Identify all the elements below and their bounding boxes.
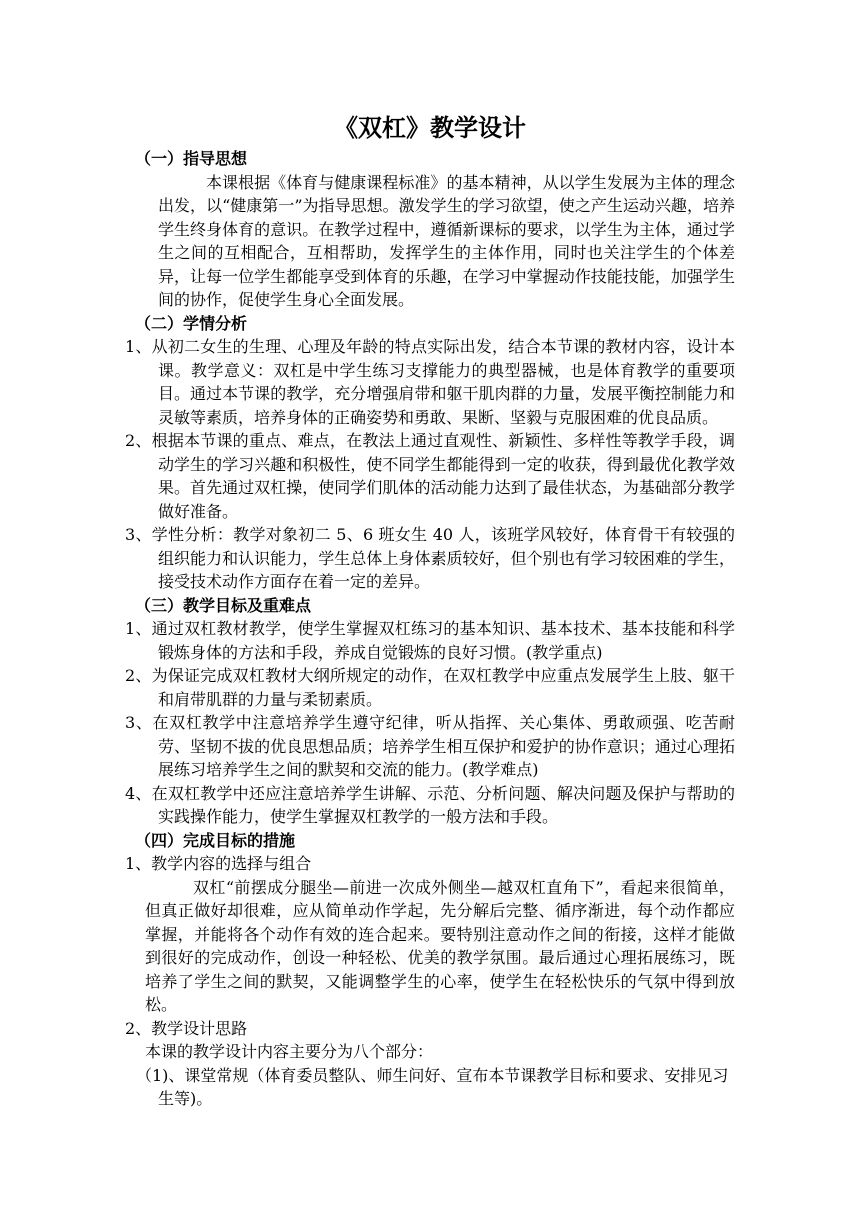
list-item: 3、在双杠教学中注意培养学生遵守纪律，听从指挥、关心集体、勇敢顽强、吃苦耐劳、坚韧不拔的优良思想品质；培养学生相互保护和爱护的协作意识；通过心理拓展练习培养学生之间的默契和交流的能力。(教学难点) [125, 713, 735, 779]
section-heading-measures: （四）完成目标的措施 [135, 830, 296, 850]
list-item: 1、通过双杠教材教学，使学生掌握双杠练习的基本知识、基本技术、基本技能和科学锻炼身体的方法和手段，养成自觉锻炼的良好习惯。(教学重点) [125, 619, 735, 662]
section-heading-objectives: （三）教学目标及重难点 [135, 595, 312, 615]
list-item: 3、学性分析：教学对象初二 5、6 班女生 40 人，该班学风较好，体育骨干有较强的组织能力和认识能力，学生总体上身体素质较好，但个别也有学习较困难的学生，接受技术动作方面存在着一定的差异。 [125, 525, 735, 591]
list-item: 4、在双杠教学中还应注意培养学生讲解、示范、分析问题、解决问题及保护与帮助的实践操作能力，使学生掌握双杠教学的一般方法和手段。 [125, 783, 735, 826]
list-item: 2、为保证完成双杠教材大纲所规定的动作，在双杠教学中应重点发展学生上肢、躯干和肩带肌群的力量与柔韧素质。 [125, 666, 735, 709]
section-heading-learner-analysis: （二）学情分析 [135, 313, 248, 333]
document-title: 《双杠》教学设计 [334, 114, 526, 142]
list-item: 1、从初二女生的生理、心理及年龄的特点实际出发，结合本节课的教材内容，设计本课。教学意义：双杠是中学生练习支撑能力的典型器械，也是体育教学的重要项目。通过本节课的教学，充分增强肩带和躯干肌肉群的力量，发展平衡控制能力和灵敏等素质，培养身体的正确姿势和勇敢、果断、坚毅与克服困难的优良品质。 [125, 337, 735, 427]
section-heading-guiding-ideology: （一）指导思想 [135, 149, 248, 168]
document-body [125, 147, 735, 1111]
list-item: 2、教学设计思路 [125, 1018, 248, 1038]
paragraph-design-intro: 本课的教学设计内容主要分为八个部分： [145, 1042, 434, 1061]
paragraph-guiding-ideology: 本课根据《体育与健康课程标准》的基本精神，从以学生发展为主体的理念出发，以“健康第一”为指导思想。激发学生的学习欲望，使之产生运动兴趣，培养学生终身体育的意识。在教学过程中，遵循新课标的要求，以学生为主体，通过学生之间的互相配合，互相帮助，发挥学生的主体作用，同时也关注学生的个体差异，让每一位学生都能享受到体育的乐趣，在学习中掌握动作技能技能，加强学生间的协作，促使学生身心全面发展。 [158, 172, 735, 309]
list-item: 2、根据本节课的重点、难点，在教法上通过直观性、新颖性、多样性等教学手段，调动学生的学习兴趣和积极性，使不同学生都能得到一定的收获，得到最优化教学效果。首先通过双杠操，使同学们肌体的活动能力达到了最佳状态，为基础部分教学做好准备。 [125, 431, 735, 521]
list-item: 1、教学内容的选择与组合 [125, 854, 312, 873]
paragraph-content-selection: 双杠“前摆成分腿坐—前进一次成外侧坐—越双杠直角下”，看起来很简单，但真正做好却很难，应从简单动作学起，先分解后完整、循序渐进，每个动作都应掌握，并能将各个动作有效的连合起来。要特别注意动作之间的衔接，这样才能做到很好的完成动作，创设一种轻松、优美的教学氛围。最后通过心理拓展练习，既培养了学生之间的默契，又能调整学生的心率，使学生在轻松快乐的气氛中得到放松。 [145, 877, 735, 1014]
list-item: （1)、课堂常规（体育委员整队、师生问好、宣布本节课教学目标和要求、安排见习生等)。 [136, 1065, 729, 1108]
